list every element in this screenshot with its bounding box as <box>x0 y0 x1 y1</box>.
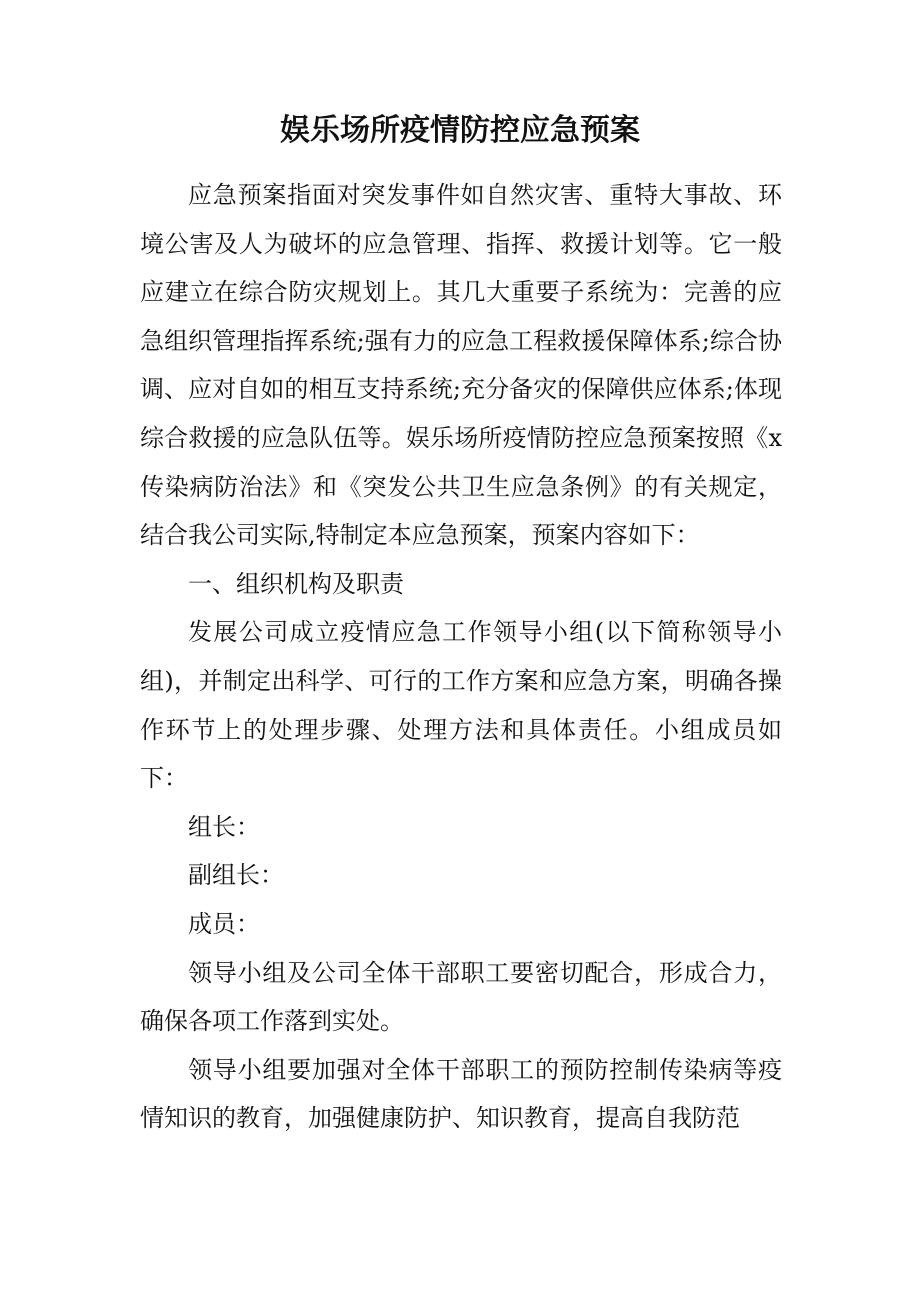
document-title: 娱乐场所疫情防控应急预案 <box>280 113 640 148</box>
paragraph-education: 领导小组要加强对全体干部职工的预防控制传染病等疫情知识的教育，加强健康防护、知识教育，提高自我防范 <box>140 1055 782 1133</box>
document-body <box>140 171 782 1143</box>
paragraph-intro: 应急预案指面对突发事件如自然灾害、重特大事故、环境公害及人为破坏的应急管理、指挥、救援计划等。它一般应建立在综合防灾规划上。其几大重要子系统为：完善的应急组织管理指挥系统;强有力的应急工程救援保障体系;综合协调、应对自如的相互支持系统;充分备灾的保障供应体系;体现综合救援的应急队伍等。娱乐场所疫情防控应急预案按照《x传染病防治法》和《突发公共卫生应急条例》的有关规定，结合我公司实际,特制定本应急预案，预案内容如下： <box>140 181 782 550</box>
member-line-leader: 组长： <box>188 812 260 841</box>
member-line-deputy-leader: 副组长： <box>188 861 284 890</box>
paragraph-leadership-group: 发展公司成立疫情应急工作领导小组(以下简称领导小组)，并制定出科学、可行的工作方案和应急方案，明确各操作环节上的处理步骤、处理方法和具体责任。小组成员如下： <box>140 618 782 793</box>
section-heading-organization: 一、组织机构及职责 <box>188 569 404 598</box>
paragraph-cooperation: 领导小组及公司全体干部职工要密切配合，形成合力，确保各项工作落到实处。 <box>140 958 782 1036</box>
member-line-members: 成员： <box>188 909 260 938</box>
